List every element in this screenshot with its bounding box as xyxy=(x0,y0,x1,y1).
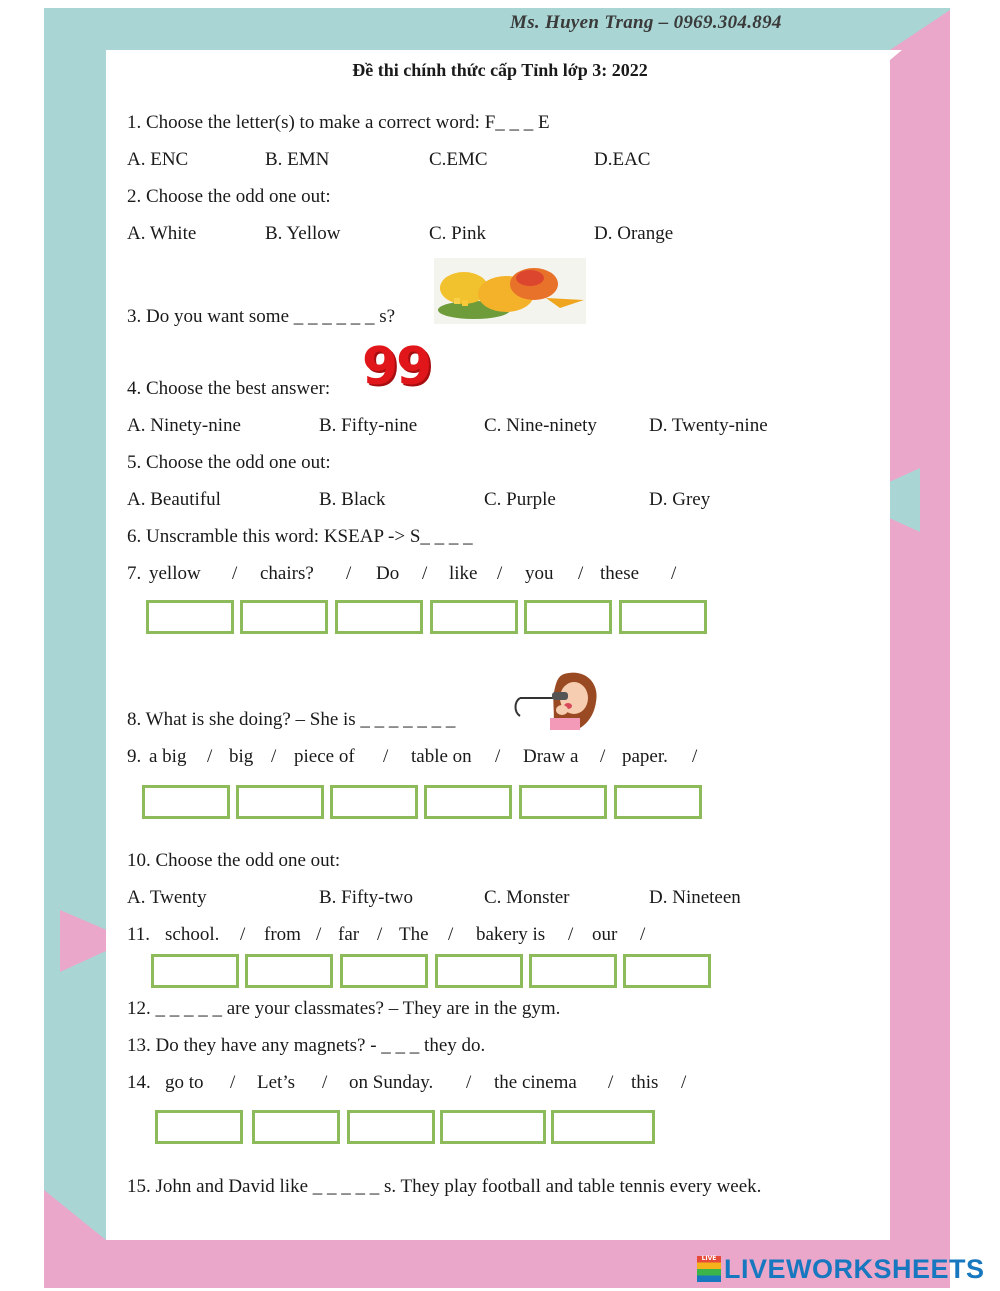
q10-option-a[interactable]: A. Twenty xyxy=(127,887,207,908)
singing-girl-image xyxy=(512,668,602,730)
brand-icon: LIVE xyxy=(697,1256,721,1282)
q7-answer-box[interactable] xyxy=(240,600,328,634)
q5-option-a[interactable]: A. Beautiful xyxy=(127,489,221,510)
q9-answer-box[interactable] xyxy=(142,785,230,819)
q5-option-b[interactable]: B. Black xyxy=(319,489,386,510)
q4-option-c[interactable]: C. Nine-ninety xyxy=(484,415,597,436)
q9-answer-box[interactable] xyxy=(330,785,418,819)
q14-answer-box[interactable] xyxy=(252,1110,340,1144)
q9-separator: / xyxy=(383,746,389,767)
question-1: 1. Choose the letter(s) to make a correct word: F_ _ _ E xyxy=(127,112,550,133)
q9-separator: / xyxy=(207,746,213,767)
q4-option-d[interactable]: D. Twenty-nine xyxy=(649,415,768,436)
q5-option-c[interactable]: C. Purple xyxy=(484,489,556,510)
q11-answer-box[interactable] xyxy=(435,954,523,988)
q11-answer-box[interactable] xyxy=(340,954,428,988)
question-6: 6. Unscramble this word: KSEAP -> S_ _ _ _ xyxy=(127,526,473,547)
q9-answer-box[interactable] xyxy=(614,785,702,819)
q9-word: big xyxy=(229,746,254,767)
q11-answer-box[interactable] xyxy=(245,954,333,988)
q7-separator: / xyxy=(422,563,428,584)
q1-option-d[interactable]: D.EAC xyxy=(594,149,651,170)
q9-separator: / xyxy=(271,746,277,767)
q7-separator: / xyxy=(578,563,584,584)
page-title: Đề thi chính thức cấp Tỉnh lớp 3: 2022 xyxy=(352,60,648,80)
q7-separator: / xyxy=(671,563,677,584)
q4-option-a[interactable]: A. Ninety-nine xyxy=(127,415,241,436)
q14-word: Let’s xyxy=(257,1072,295,1093)
number-99-image: 99 xyxy=(362,337,431,397)
q11-word: The xyxy=(399,924,429,945)
q7-separator: / xyxy=(497,563,503,584)
q7-word: like xyxy=(449,563,478,584)
q14-answer-box[interactable] xyxy=(440,1110,546,1144)
q14-separator: / xyxy=(466,1072,472,1093)
q11-separator: / xyxy=(640,924,646,945)
q14-answer-box[interactable] xyxy=(155,1110,243,1144)
q7-word: Do xyxy=(376,563,400,584)
q14-number: 14. xyxy=(127,1072,151,1093)
q9-word: table on xyxy=(411,746,472,767)
q9-separator: / xyxy=(495,746,501,767)
q7-word: these xyxy=(600,563,640,584)
q14-word: the cinema xyxy=(494,1072,577,1093)
q11-word: far xyxy=(338,924,360,945)
q9-separator: / xyxy=(600,746,606,767)
q1-option-a[interactable]: A. ENC xyxy=(127,149,189,170)
worksheet-page xyxy=(106,50,890,1240)
q9-answer-box[interactable] xyxy=(236,785,324,819)
q14-answer-box[interactable] xyxy=(347,1110,435,1144)
q14-separator: / xyxy=(322,1072,328,1093)
question-5: 5. Choose the odd one out: xyxy=(127,452,331,473)
q2-option-d[interactable]: D. Orange xyxy=(594,223,674,244)
q10-option-b[interactable]: B. Fifty-two xyxy=(319,887,413,908)
q7-separator: / xyxy=(232,563,238,584)
question-15: 15. John and David like _ _ _ _ _ s. They play football and table tennis every week. xyxy=(127,1176,762,1197)
question-8: 8. What is she doing? – She is _ _ _ _ _ _ _ xyxy=(127,709,456,730)
q11-word: from xyxy=(264,924,301,945)
q7-answer-box[interactable] xyxy=(619,600,707,634)
q11-separator: / xyxy=(240,924,246,945)
question-4: 4. Choose the best answer: xyxy=(127,378,331,399)
q11-answer-box[interactable] xyxy=(623,954,711,988)
q1-option-c[interactable]: C.EMC xyxy=(429,149,488,170)
q4-option-b[interactable]: B. Fifty-nine xyxy=(319,415,418,436)
q11-separator: / xyxy=(568,924,574,945)
q11-word: bakery is xyxy=(476,924,546,945)
q7-word: yellow xyxy=(149,563,201,584)
q11-answer-box[interactable] xyxy=(529,954,617,988)
q14-separator: / xyxy=(230,1072,236,1093)
q10-option-d[interactable]: D. Nineteen xyxy=(649,887,741,908)
q14-separator: / xyxy=(681,1072,687,1093)
q14-word: go to xyxy=(165,1072,204,1093)
question-13: 13. Do they have any magnets? - _ _ _ they do. xyxy=(127,1035,486,1056)
question-10: 10. Choose the odd one out: xyxy=(127,850,341,871)
q2-option-b[interactable]: B. Yellow xyxy=(265,223,341,244)
q2-option-a[interactable]: A. White xyxy=(127,223,197,244)
q9-separator: / xyxy=(692,746,698,767)
q7-word: chairs? xyxy=(260,563,314,584)
q11-answer-box[interactable] xyxy=(151,954,239,988)
q9-answer-box[interactable] xyxy=(519,785,607,819)
question-12: 12. _ _ _ _ _ are your classmates? – They are in the gym. xyxy=(127,998,561,1019)
q9-number: 9. xyxy=(127,746,142,767)
q11-separator: / xyxy=(316,924,322,945)
question-3: 3. Do you want some _ _ _ _ _ _ s? xyxy=(127,306,396,327)
q14-word: on Sunday. xyxy=(349,1072,434,1093)
q9-answer-box[interactable] xyxy=(424,785,512,819)
q11-word: our xyxy=(592,924,618,945)
q7-word: you xyxy=(525,563,554,584)
q14-word: this xyxy=(631,1072,659,1093)
mango-image xyxy=(434,258,586,324)
q1-option-b[interactable]: B. EMN xyxy=(265,149,330,170)
brand-name: LIVEWORKSHEETS xyxy=(724,1254,985,1284)
q9-word: Draw a xyxy=(523,746,579,767)
q7-answer-box[interactable] xyxy=(430,600,518,634)
q7-answer-box[interactable] xyxy=(335,600,423,634)
pink-band-right xyxy=(890,10,950,1240)
q11-number: 11. xyxy=(127,924,151,945)
teacher-credit: Ms. Huyen Trang – 0969.304.894 xyxy=(510,12,782,33)
q10-option-c[interactable]: C. Monster xyxy=(484,887,570,908)
q9-word: a big xyxy=(149,746,187,767)
q9-word: paper. xyxy=(622,746,668,767)
q5-option-d[interactable]: D. Grey xyxy=(649,489,711,510)
q7-separator: / xyxy=(346,563,352,584)
q14-answer-box[interactable] xyxy=(551,1110,655,1144)
q2-option-c[interactable]: C. Pink xyxy=(429,223,487,244)
question-2: 2. Choose the odd one out: xyxy=(127,186,331,207)
q7-number: 7. xyxy=(127,563,142,584)
q11-separator: / xyxy=(448,924,454,945)
q14-separator: / xyxy=(608,1072,614,1093)
q9-word: piece of xyxy=(294,746,355,767)
q11-separator: / xyxy=(377,924,383,945)
q7-answer-box[interactable] xyxy=(524,600,612,634)
q7-answer-box[interactable] xyxy=(146,600,234,634)
q11-word: school. xyxy=(165,924,220,945)
